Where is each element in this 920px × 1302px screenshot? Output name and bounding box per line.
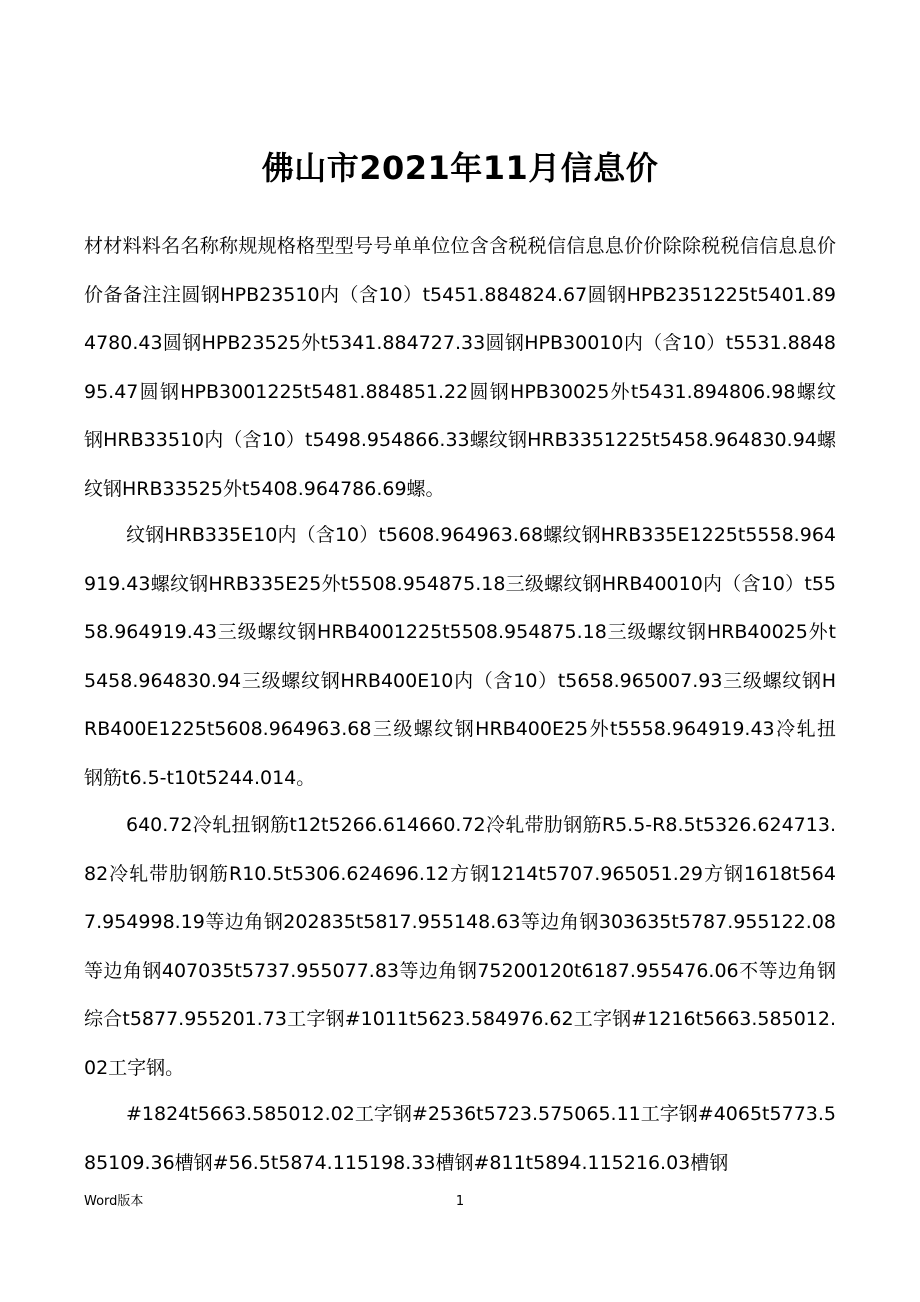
paragraph-1: 材材料料名名称称规规格格型型号号单单位位含含税税信信息息价价除除税税信信息息价价备备注注圆钢HPB23510内（含10）t5451.884824.67圆钢HPB2351225t5401.894780.43圆钢HPB23525外t5341.884727.33圆钢HPB30010内（含10）t5531.884895.47圆钢HPB3001225t5481.884851.22圆钢HPB30025外t5431.894806.98螺纹钢HRB33510内（含10）t5498.954866.33螺纹钢HRB3351225t5458.964830.94螺纹钢HRB33525外t5408.964786.69螺。 <box>84 235 836 500</box>
paragraph-2: 纹钢HRB335E10内（含10）t5608.964963.68螺纹钢HRB335E1225t5558.964919.43螺纹钢HRB335E25外t5508.954875.18三级螺纹钢HRB40010内（含10）t5558.964919.43三级螺纹钢HRB4001225t5508.954875.18三级螺纹钢HRB40025外t5458.964830.94三级螺纹钢HRB400E10内（含10）t5658.965007.93三级螺纹钢HRB400E1225t5608.964963.68三级螺纹钢HRB400E25外t5558.964919.43冷轧扭钢筋t6.5-t10t5244.014。 <box>84 524 836 789</box>
footer-version-label: Word版本 <box>84 1194 144 1209</box>
paragraph-3: 640.72冷轧扭钢筋t12t5266.614660.72冷轧带肋钢筋R5.5-R8.5t5326.624713.82冷轧带肋钢筋R10.5t5306.624696.12方钢1214t5707.965051.29方钢1618t5647.954998.19等边角钢202835t5817.955148.63等边角钢303635t5787.955122.08等边角钢407035t5737.955077.83等边角钢75200120t6187.955476.06不等边角钢综合t5877.955201.73工字钢#1011t5623.584976.62工字钢#1216t5663.585012.02工字钢。 <box>84 814 836 1079</box>
paragraph-4: #1824t5663.585012.02工字钢#2536t5723.575065.11工字钢#4065t5773.585109.36槽钢#56.5t5874.115198.33槽钢#811t5894.115216.03槽钢 <box>84 1103 836 1174</box>
document-title: 佛山市2021年11月信息价 <box>261 149 659 187</box>
footer-page-number: 1 <box>455 1194 465 1209</box>
